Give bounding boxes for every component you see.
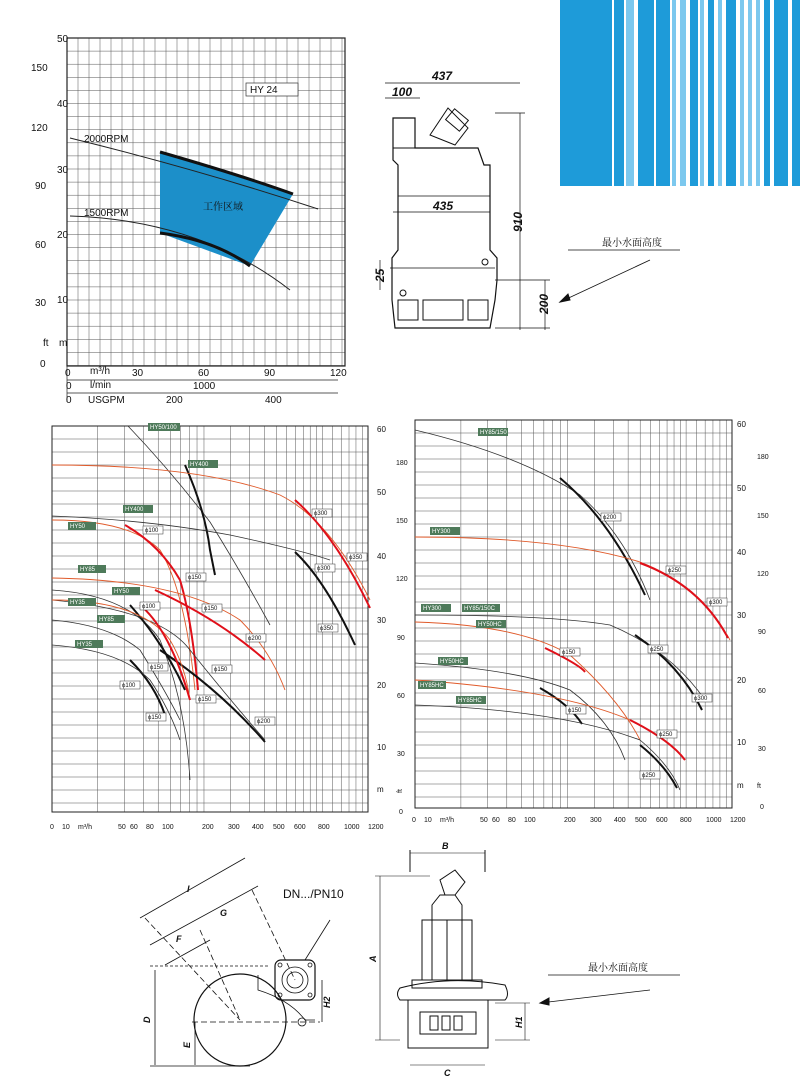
dim-B: B [442, 841, 449, 851]
svg-text:ϕ100: ϕ100 [122, 683, 136, 689]
curve-tag [78, 565, 106, 573]
x-tick: 300 [228, 824, 240, 831]
model-label: HY 24 [250, 85, 278, 96]
svg-text:HY50: HY50 [114, 589, 130, 595]
svg-text:HY50HC: HY50HC [440, 659, 464, 665]
svg-text:ϕ150: ϕ150 [198, 697, 212, 703]
right-chart-grid [415, 420, 732, 808]
top-chart [31, 34, 347, 406]
stripe [560, 0, 612, 186]
impeller-label [648, 645, 668, 653]
svg-text:ϕ350: ϕ350 [320, 626, 334, 632]
stripe [672, 0, 676, 186]
svg-text:ϕ250: ϕ250 [668, 568, 682, 574]
svg-text:ft: ft [397, 789, 404, 793]
x-tick: 1000 [706, 817, 722, 824]
svg-text:ϕ250: ϕ250 [659, 732, 673, 738]
lmin-unit: l/min [90, 380, 112, 391]
dim-F: F [176, 934, 182, 944]
svg-text:20: 20 [377, 681, 386, 690]
m3h-unit: m³/h [90, 366, 110, 377]
x-tick: 500 [273, 824, 285, 831]
svg-text:40: 40 [377, 552, 386, 561]
impeller-label [666, 566, 686, 574]
svg-text:m: m [737, 781, 744, 790]
x-tick: 50 [480, 817, 488, 824]
x-tick: 0 [412, 817, 416, 824]
x-tick: 50 [118, 824, 126, 831]
min-water-label: 最小水面高度 [588, 963, 648, 974]
svg-text:HY50/100: HY50/100 [150, 425, 177, 431]
usgpm-tick: 0 [66, 395, 72, 406]
curve-tag [148, 423, 180, 431]
svg-text:ϕ150: ϕ150 [568, 708, 582, 714]
svg-text:ϕ100: ϕ100 [145, 528, 159, 534]
x-tick: 80 [508, 817, 516, 824]
dim-G: G [220, 908, 228, 918]
x-tick: 1200 [730, 817, 746, 824]
impeller-label [148, 663, 168, 671]
svg-text:ϕ350: ϕ350 [349, 555, 363, 561]
svg-text:90: 90 [758, 629, 766, 636]
dim-E: E [182, 1041, 192, 1048]
x-tick: 800 [680, 817, 692, 824]
dim-H1: H1 [514, 1016, 524, 1028]
svg-text:HY85/150: HY85/150 [480, 430, 507, 436]
impeller-label [560, 648, 580, 656]
svg-text:30: 30 [758, 746, 766, 753]
curve-tag [123, 505, 153, 513]
dim-A: A [368, 955, 378, 962]
left-chart-labels [120, 509, 367, 725]
min-water-label: 最小水面高度 [602, 238, 662, 249]
svg-text:HY300: HY300 [432, 529, 451, 535]
svg-text:ϕ150: ϕ150 [562, 650, 576, 656]
dim-D: D [142, 1016, 152, 1023]
x-tick: 600 [656, 817, 668, 824]
ft-tick: 120 [31, 123, 48, 134]
m3h-tick: 60 [198, 368, 210, 379]
svg-text:30: 30 [377, 616, 386, 625]
unit-ft: ft [43, 338, 49, 349]
dim-437: 437 [432, 69, 453, 83]
svg-text:ϕ250: ϕ250 [650, 647, 664, 653]
svg-text:ϕ300: ϕ300 [314, 511, 328, 517]
ft-tick: 90 [35, 181, 47, 192]
svg-text:ϕ100: ϕ100 [142, 604, 156, 610]
x-tick: 80 [146, 824, 154, 831]
svg-text:HY400: HY400 [125, 507, 144, 513]
svg-text:0: 0 [399, 809, 403, 816]
curve-tag [421, 604, 451, 612]
impeller-label [315, 564, 335, 572]
curve-tag [68, 598, 96, 606]
curve-tag [112, 587, 140, 595]
svg-text:150: 150 [757, 513, 769, 520]
lmin-tick: 0 [66, 381, 72, 392]
stripe [756, 0, 760, 186]
x-tick: 600 [294, 824, 306, 831]
stripe [690, 0, 698, 186]
x-tick: 200 [202, 824, 214, 831]
stripe [726, 0, 736, 186]
curve-label-2000: 2000RPM [84, 134, 129, 145]
impeller-label [120, 681, 140, 689]
decorative-stripes [560, 0, 800, 186]
svg-text:m: m [377, 785, 384, 794]
pump-top-drawing [380, 83, 680, 330]
stripe [626, 0, 634, 186]
x-tick: 10 [424, 817, 432, 824]
m-tick: 30 [57, 165, 69, 176]
impeller-label [146, 713, 166, 721]
svg-text:ϕ300: ϕ300 [317, 566, 331, 572]
svg-text:30: 30 [397, 751, 405, 758]
impeller-label [692, 694, 712, 702]
stripe [708, 0, 714, 186]
x-tick: 60 [130, 824, 138, 831]
curve-tag [478, 428, 508, 436]
x-tick: 500 [635, 817, 647, 824]
svg-text:ϕ150: ϕ150 [214, 667, 228, 673]
svg-text:30: 30 [737, 611, 746, 620]
pump-bottom-dims [368, 841, 648, 1078]
stripe [614, 0, 624, 186]
flange-label: DN.../PN10 [283, 887, 344, 901]
svg-text:0: 0 [760, 804, 764, 811]
x-tick: 1200 [368, 824, 384, 831]
ft-tick: 60 [35, 240, 47, 251]
svg-text:ϕ200: ϕ200 [248, 636, 262, 642]
impeller-label [212, 665, 232, 673]
curve-label-1500: 1500RPM [84, 208, 129, 219]
impeller-label [140, 602, 160, 610]
area-label: 工作区域 [203, 202, 243, 213]
svg-text:60: 60 [758, 688, 766, 695]
curve-tag [75, 640, 103, 648]
curve-tag [430, 527, 460, 535]
svg-text:60: 60 [377, 425, 386, 434]
x-tick: 60 [492, 817, 500, 824]
curve-tag [188, 460, 218, 468]
curve-tag [68, 522, 96, 530]
stripe [638, 0, 654, 186]
ft-tick: 150 [31, 63, 48, 74]
svg-text:ϕ150: ϕ150 [188, 575, 202, 581]
x-tick: 1000 [344, 824, 360, 831]
x-tick: 400 [252, 824, 264, 831]
curve-tag [97, 615, 125, 623]
m-tick: 40 [57, 99, 69, 110]
x-tick: 0 [50, 824, 54, 831]
stripe [792, 0, 800, 186]
pump-bottom-drawing [375, 850, 680, 1065]
stripe [774, 0, 788, 186]
svg-text:150: 150 [396, 518, 408, 525]
impeller-label [566, 706, 586, 714]
right-chart-tags [418, 428, 508, 704]
svg-text:120: 120 [757, 571, 769, 578]
svg-text:40: 40 [737, 548, 746, 557]
dim-C: C [444, 1068, 451, 1078]
x-tick: m³/h [78, 824, 92, 831]
stripe [680, 0, 686, 186]
m-tick: 20 [57, 230, 69, 241]
dim-200: 200 [537, 293, 551, 314]
impeller-label [255, 717, 275, 725]
stripe [656, 0, 670, 186]
dim-I: I [187, 884, 190, 894]
x-tick: 100 [524, 817, 536, 824]
usgpm-unit: USGPM [88, 395, 125, 406]
curve-tag [456, 696, 486, 704]
svg-text:HY85/150C: HY85/150C [464, 606, 496, 612]
x-tick: m³/h [440, 817, 454, 824]
svg-text:HY400: HY400 [190, 462, 209, 468]
svg-text:HY35: HY35 [70, 600, 86, 606]
x-tick: 300 [590, 817, 602, 824]
impeller-label [657, 730, 677, 738]
curve-tag [462, 604, 500, 612]
impeller-label [347, 553, 367, 561]
right-chart-labels [560, 513, 727, 779]
svg-text:180: 180 [757, 454, 769, 461]
svg-text:ϕ300: ϕ300 [694, 696, 708, 702]
svg-text:ϕ150: ϕ150 [150, 665, 164, 671]
grid-frame [415, 420, 732, 808]
x-tick: 400 [614, 817, 626, 824]
dim-435: 435 [433, 199, 454, 213]
impeller-label [640, 771, 660, 779]
x-tick: 100 [162, 824, 174, 831]
left-chart-axes [377, 425, 408, 816]
lmin-tick: 1000 [193, 381, 216, 392]
dim-100: 100 [392, 85, 413, 99]
svg-text:HY300: HY300 [423, 606, 442, 612]
m3h-tick: 90 [264, 368, 276, 379]
stripe [764, 0, 770, 186]
usgpm-tick: 400 [265, 395, 282, 406]
impeller-label [707, 598, 727, 606]
svg-text:180: 180 [396, 460, 408, 467]
svg-text:HY85: HY85 [99, 617, 115, 623]
stripe [718, 0, 722, 186]
svg-text:120: 120 [396, 576, 408, 583]
curve-tag [476, 620, 506, 628]
dim-910: 910 [511, 211, 525, 232]
m3h-tick: 120 [330, 368, 347, 379]
svg-text:HY85HC: HY85HC [458, 698, 482, 704]
m3h-tick: 30 [132, 368, 144, 379]
impeller-label [601, 513, 621, 521]
svg-text:ϕ150: ϕ150 [148, 715, 162, 721]
svg-text:10: 10 [737, 738, 746, 747]
dim-H2: H2 [322, 996, 332, 1008]
right-chart-axes [737, 420, 769, 811]
svg-text:HY85HC: HY85HC [420, 683, 444, 689]
svg-text:60: 60 [397, 693, 405, 700]
m-tick: 50 [57, 34, 69, 45]
m-tick: 10 [57, 295, 69, 306]
m3h-tick: 0 [65, 368, 71, 379]
svg-text:50: 50 [737, 484, 746, 493]
svg-text:ϕ150: ϕ150 [204, 606, 218, 612]
svg-text:HY50HC: HY50HC [478, 622, 502, 628]
svg-text:90: 90 [397, 635, 405, 642]
unit-m: m [59, 338, 68, 349]
usgpm-tick: 200 [166, 395, 183, 406]
svg-text:50: 50 [377, 488, 386, 497]
svg-text:HY50: HY50 [70, 524, 86, 530]
x-tick: 800 [318, 824, 330, 831]
svg-text:ft: ft [757, 783, 761, 790]
left-chart-xticks [50, 824, 384, 831]
impeller-label [202, 604, 222, 612]
stripe [700, 0, 704, 186]
stripe [748, 0, 752, 186]
dim-25: 25 [373, 268, 387, 282]
svg-text:ϕ250: ϕ250 [642, 773, 656, 779]
curve-tag [418, 681, 446, 689]
svg-text:ϕ200: ϕ200 [257, 719, 271, 725]
left-chart-tags [68, 423, 218, 648]
svg-text:20: 20 [737, 676, 746, 685]
x-tick: 10 [62, 824, 70, 831]
impeller-label [318, 624, 338, 632]
svg-text:HY35: HY35 [77, 642, 93, 648]
ft-tick: 0 [40, 359, 46, 370]
stripe [740, 0, 744, 186]
svg-text:ϕ300: ϕ300 [709, 600, 723, 606]
impeller-label [186, 573, 206, 581]
impeller-label [196, 695, 216, 703]
curve-tag [438, 657, 468, 665]
ft-tick: 30 [35, 298, 47, 309]
svg-text:10: 10 [377, 743, 386, 752]
svg-text:HY85: HY85 [80, 567, 96, 573]
impeller-label [143, 526, 163, 534]
impeller-label [312, 509, 332, 517]
svg-text:60: 60 [737, 420, 746, 429]
impeller-label [246, 634, 266, 642]
x-tick: 200 [564, 817, 576, 824]
svg-text:ϕ200: ϕ200 [603, 515, 617, 521]
right-chart-xticks [412, 817, 746, 824]
